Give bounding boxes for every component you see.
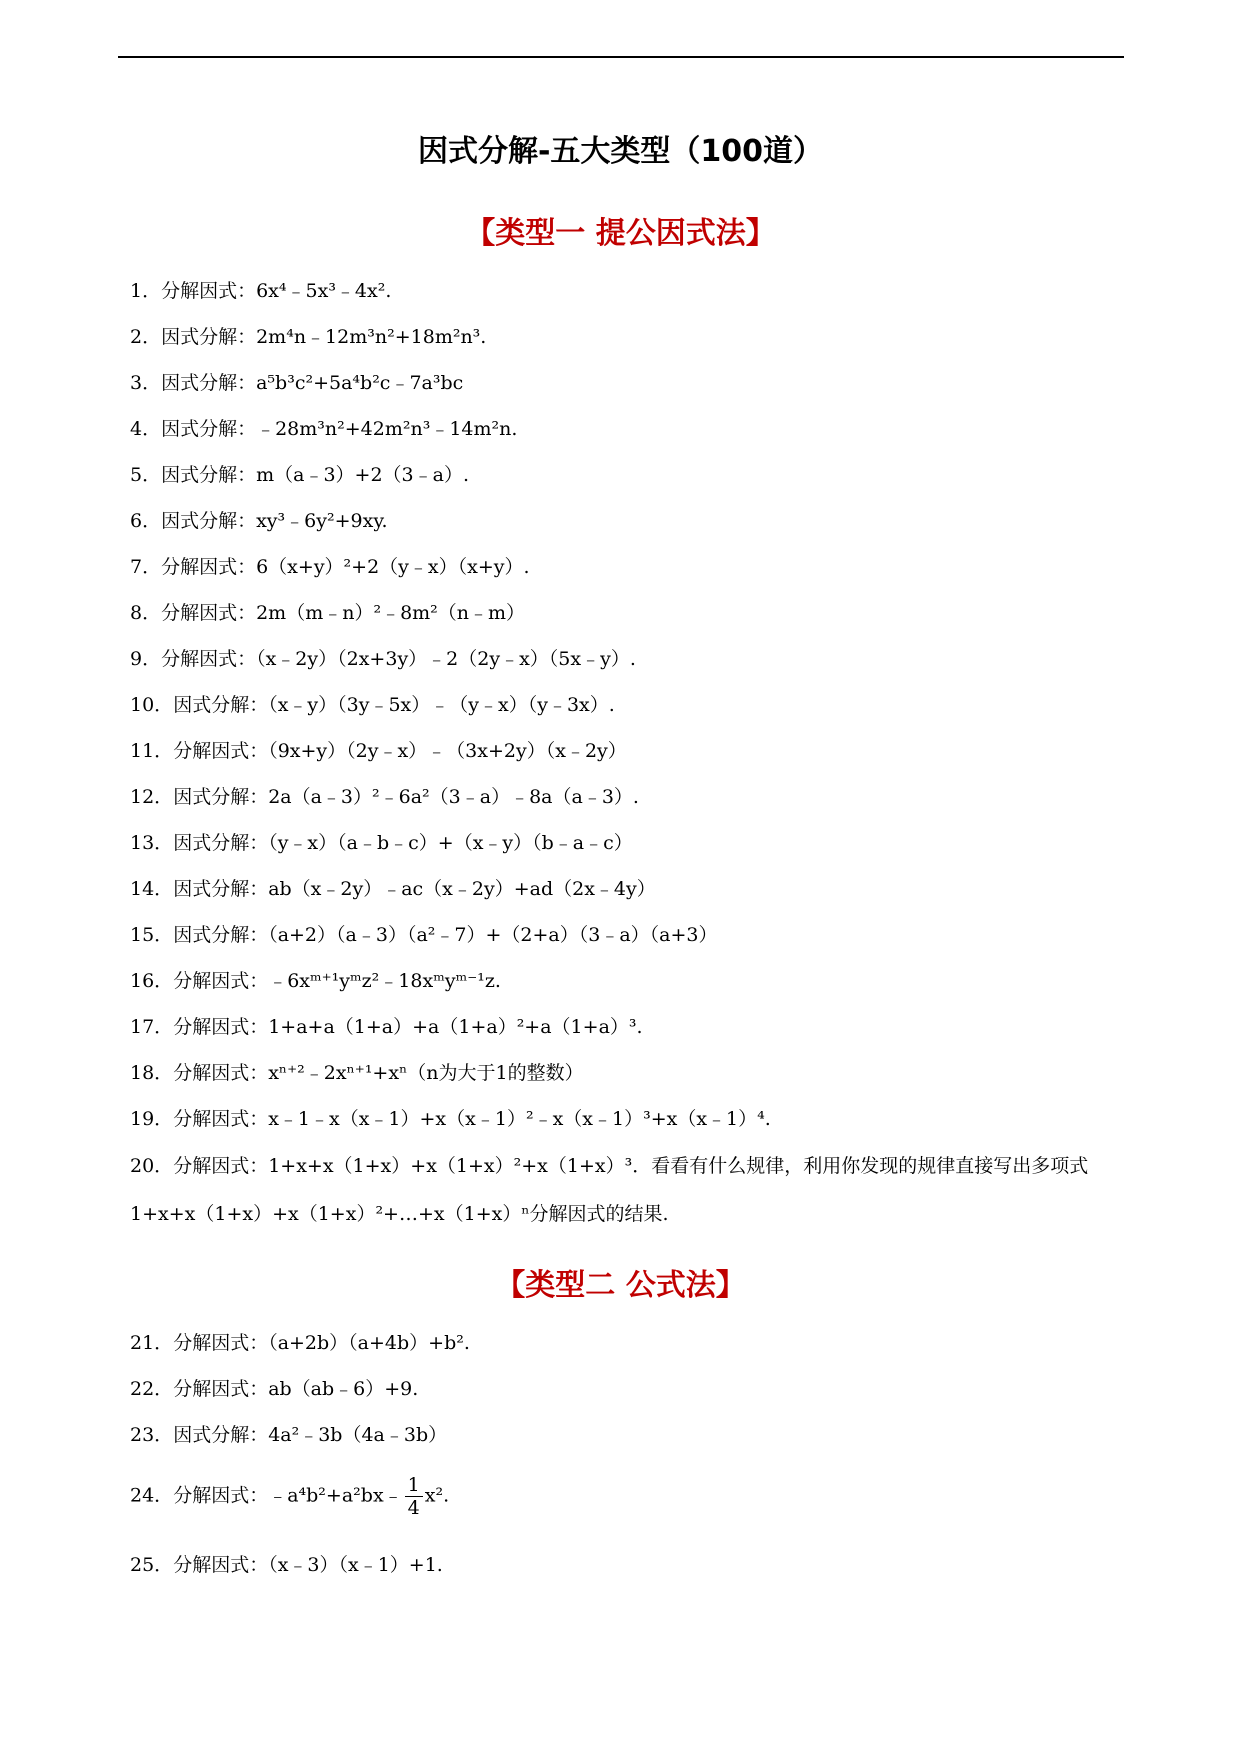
- problem-text: 分解因式：x﹣1﹣x（x﹣1）+x（x﹣1）²﹣x（x﹣1）³+x（x﹣1）⁴.: [173, 1108, 771, 1130]
- problem-1: [130, 276, 1120, 306]
- problem-21: [130, 1328, 1120, 1358]
- problem-text: 因式分解：2m⁴n﹣12m³n²+18m²n³.: [161, 326, 487, 348]
- problem-number: 13．: [130, 832, 174, 854]
- problem-number: 5．: [130, 464, 162, 486]
- problem-number: 18．: [130, 1062, 174, 1084]
- problem-number: 25．: [130, 1554, 174, 1576]
- problem-text: 因式分解：m（a﹣3）+2（3﹣a）.: [161, 464, 469, 486]
- problem-19: [130, 1104, 1120, 1134]
- problem-number: 15．: [130, 924, 174, 946]
- problem-text: 因式分解：ab（x﹣2y）﹣ac（x﹣2y）+ad（2x﹣4y）: [173, 878, 656, 900]
- problem-text-after: x².: [424, 1484, 450, 1507]
- problem-text: 分解因式：xⁿ⁺²﹣2xⁿ⁺¹+xⁿ（n为大于1的整数）: [173, 1062, 584, 1084]
- problem-12: [130, 782, 1120, 812]
- problem-text: 分解因式：﹣6xᵐ⁺¹yᵐz²﹣18xᵐyᵐ⁻¹z.: [173, 970, 501, 992]
- problem-number: 2．: [130, 326, 162, 348]
- problem-text: 分解因式：（x﹣3）（x﹣1）+1.: [173, 1554, 443, 1576]
- problem-number: 4．: [130, 418, 162, 440]
- problem-number: 23．: [130, 1424, 174, 1446]
- problem-text: 分解因式：1+a+a（1+a）+a（1+a）²+a（1+a）³.: [173, 1016, 643, 1038]
- problem-number: 12．: [130, 786, 174, 808]
- problem-5: [130, 460, 1120, 490]
- problem-text: 因式分解：（a+2）（a﹣3）（a²﹣7）+（2+a）（3﹣a）（a+3）: [173, 924, 718, 946]
- problem-text: 分解因式：6（x+y）²+2（y﹣x）（x+y）.: [161, 556, 530, 578]
- problem-23: [130, 1420, 1120, 1450]
- problem-10: [130, 690, 1120, 720]
- problem-18: [130, 1058, 1120, 1088]
- problem-22: [130, 1374, 1120, 1404]
- problem-number: 10．: [130, 694, 174, 716]
- problem-3: [130, 368, 1120, 398]
- problem-number: 6．: [130, 510, 162, 532]
- problem-text: 因式分解：﹣28m³n²+42m²n³﹣14m²n.: [161, 418, 518, 440]
- problem-number: 24．: [130, 1484, 174, 1507]
- problem-2: [130, 322, 1120, 352]
- problem-number: 3．: [130, 372, 162, 394]
- problem-number: 9．: [130, 648, 162, 670]
- problem-number: 19．: [130, 1108, 174, 1130]
- problem-text: 因式分解：2a（a﹣3）²﹣6a²（3﹣a）﹣8a（a﹣3）.: [173, 786, 639, 808]
- problem-text: 因式分解：xy³﹣6y²+9xy.: [161, 510, 388, 532]
- problem-text: 分解因式：（a+2b）（a+4b）+b².: [173, 1332, 470, 1354]
- problem-number: 20．: [130, 1155, 174, 1177]
- problem-6: [130, 506, 1120, 536]
- page-title: 因式分解-五大类型（100道）: [417, 134, 824, 169]
- section-heading-1: 【类型一 提公因式法】: [465, 216, 776, 251]
- problem-text: 因式分解：（x﹣y）（3y﹣5x）﹣（y﹣x）（y﹣3x）.: [173, 694, 615, 716]
- problem-24: [130, 1474, 1120, 1519]
- problem-number: 14．: [130, 878, 174, 900]
- problem-text: 因式分解：4a²﹣3b（4a﹣3b）: [173, 1424, 448, 1446]
- problem-text: 分解因式：（9x+y）（2y﹣x）﹣（3x+2y）（x﹣2y）: [173, 740, 627, 762]
- problem-number: 21．: [130, 1332, 174, 1354]
- fraction-numerator: 1: [405, 1474, 423, 1497]
- section-heading-2: 【类型二 公式法】: [495, 1268, 746, 1303]
- problem-4: [130, 414, 1120, 444]
- problem-number: 8．: [130, 602, 162, 624]
- problem-8: [130, 598, 1120, 628]
- problem-text: 分解因式：1+x+x（1+x）+x（1+x）²+x（1+x）³．看看有什么规律，利用你发现的规律直接写出多项式 1+x+x（1+x）+x（1+x）²+…+x（1+x）ⁿ分解因式的结果.: [130, 1155, 1089, 1225]
- problem-number: 11．: [130, 740, 174, 762]
- problem-text: 分解因式：ab（ab﹣6）+9.: [173, 1378, 419, 1400]
- problem-14: [130, 874, 1120, 904]
- problem-number: 7．: [130, 556, 162, 578]
- problem-17: [130, 1012, 1120, 1042]
- problem-15: [130, 920, 1120, 950]
- problem-text: 分解因式：2m（m﹣n）²﹣8m²（n﹣m）: [161, 602, 526, 624]
- problem-text: 因式分解：a⁵b³c²+5a⁴b²c﹣7a³bc: [161, 372, 464, 394]
- problem-13: [130, 828, 1120, 858]
- problem-11: [130, 736, 1120, 766]
- problem-text: 分解因式：6x⁴﹣5x³﹣4x².: [161, 280, 392, 302]
- problem-text: 分解因式：（x﹣2y）（2x+3y）﹣2（2y﹣x）（5x﹣y）.: [161, 648, 636, 670]
- problem-25: [130, 1550, 1120, 1580]
- problem-number: 1．: [130, 280, 162, 302]
- fraction: [405, 1474, 423, 1519]
- problem-number: 17．: [130, 1016, 174, 1038]
- problem-16: [130, 966, 1120, 996]
- problem-number: 22．: [130, 1378, 174, 1400]
- problem-text-before: 分解因式：﹣a⁴b²+a²bx﹣: [173, 1484, 403, 1507]
- header-rule: [118, 56, 1124, 58]
- problem-number: 16．: [130, 970, 174, 992]
- problem-20: [130, 1142, 1120, 1238]
- problem-7: [130, 552, 1120, 582]
- fraction-denominator: 4: [407, 1497, 420, 1519]
- problem-9: [130, 644, 1120, 674]
- problem-text: 因式分解：（y﹣x）（a﹣b﹣c）+（x﹣y）（b﹣a﹣c）: [173, 832, 633, 854]
